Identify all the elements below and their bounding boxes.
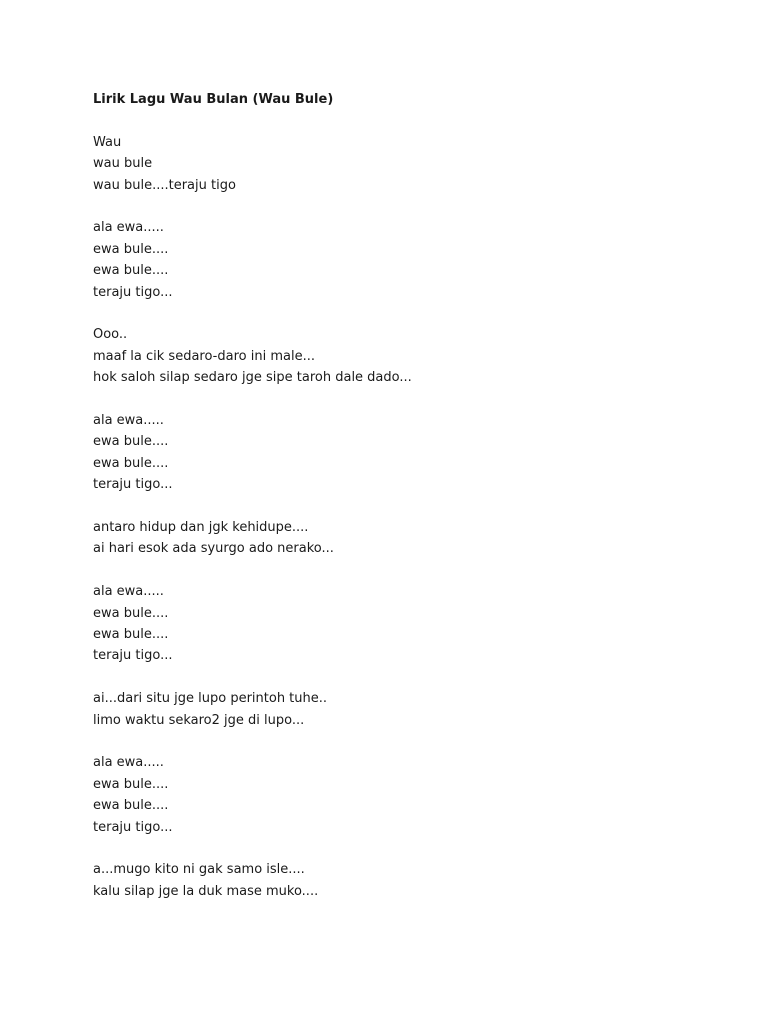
lyric-line: limo waktu sekaro2 jge di lupo... — [93, 712, 305, 728]
stanza-3 — [93, 324, 693, 388]
lyric-line: ewa bule.... — [93, 434, 169, 450]
stanza-2 — [93, 217, 693, 303]
lyric-line: antaro hidup dan jgk kehidupe.... — [93, 520, 309, 536]
lyric-line: ala ewa..... — [93, 755, 164, 771]
lyric-line: ai...dari situ jge lupo perintoh tuhe.. — [93, 691, 328, 707]
lyric-line: ai hari esok ada syurgo ado nerako... — [93, 541, 334, 557]
lyric-line: ala ewa..... — [93, 220, 164, 236]
stanza-4 — [93, 410, 693, 496]
lyric-line: ala ewa..... — [93, 584, 164, 600]
lyric-line: wau bule....teraju tigo — [93, 177, 236, 193]
stanza-6 — [93, 581, 693, 667]
stanza-5 — [93, 517, 693, 560]
lyric-line: hok saloh silap sedaro jge sipe taroh dale dado... — [93, 370, 412, 386]
lyric-line: ewa bule.... — [93, 241, 169, 257]
stanza-9 — [93, 859, 693, 902]
lyric-line: ewa bule.... — [93, 776, 169, 792]
lyric-line: Ooo.. — [93, 327, 128, 343]
lyric-line: teraju tigo... — [93, 648, 173, 664]
lyric-line: Wau — [93, 134, 122, 150]
lyric-line: ewa bule.... — [93, 627, 169, 643]
stanza-8 — [93, 752, 693, 838]
stanza-7 — [93, 688, 693, 731]
lyric-line: kalu silap jge la duk mase muko.... — [93, 883, 319, 899]
lyric-line: teraju tigo... — [93, 477, 173, 493]
document-title: Lirik Lagu Wau Bulan (Wau Bule) — [93, 92, 334, 107]
lyric-line: ewa bule.... — [93, 605, 169, 621]
lyric-line: a...mugo kito ni gak samo isle.... — [93, 862, 305, 878]
lyric-line: teraju tigo... — [93, 819, 173, 835]
lyric-line: wau bule — [93, 156, 153, 172]
lyric-line: ewa bule.... — [93, 263, 169, 279]
lyric-line: ewa bule.... — [93, 798, 169, 814]
lyric-line: ewa bule.... — [93, 455, 169, 471]
lyric-line: ala ewa..... — [93, 413, 164, 429]
lyric-line: teraju tigo... — [93, 284, 173, 300]
stanza-1 — [93, 132, 693, 196]
lyrics-content — [93, 89, 693, 924]
lyric-line: maaf la cik sedaro-daro ini male... — [93, 348, 315, 364]
